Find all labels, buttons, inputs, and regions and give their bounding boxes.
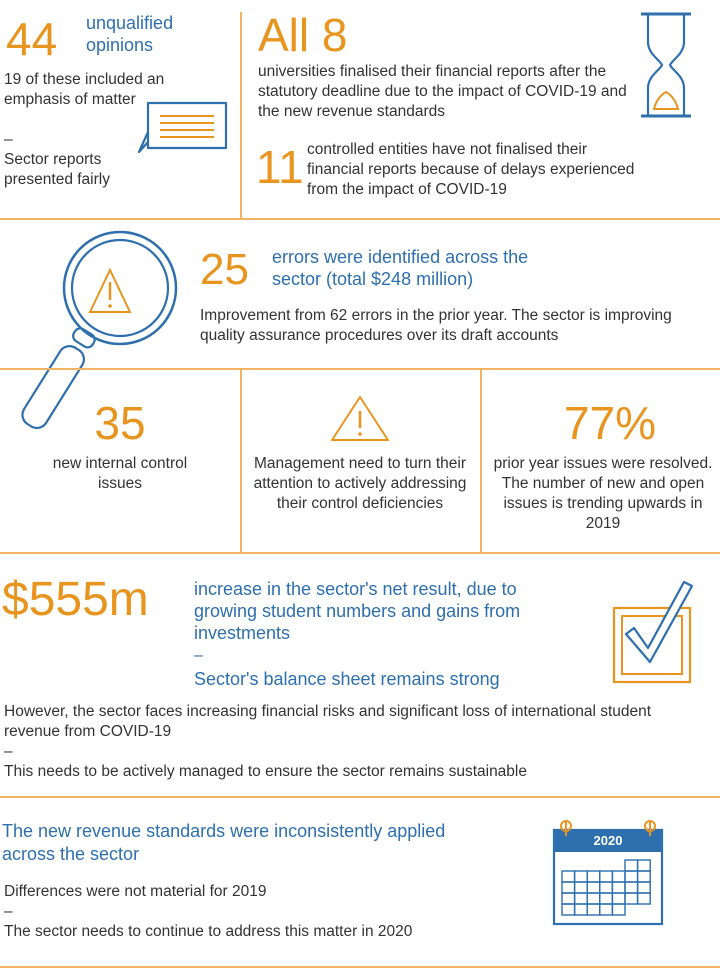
calendar-day-cell (625, 871, 638, 882)
calendar-day-cell (612, 893, 625, 904)
resolved-text: prior year issues were resolved. The number of new and open issues is trending upwards in 2019 (493, 455, 713, 532)
calendar-day-cell (625, 893, 638, 904)
calendar-day-cell (575, 871, 588, 882)
calendar-day-cell (625, 860, 638, 871)
calendar-day-cell (562, 893, 575, 904)
calendar-day-cell (587, 893, 600, 904)
calendar-day-cell (562, 871, 575, 882)
opinions-number: 44 (6, 13, 58, 65)
revenue-dash: – (4, 903, 13, 920)
opinions-emphasis: 19 of these included an emphasis of matter (4, 71, 165, 108)
calendar-day-cell (600, 871, 613, 882)
net-result-balance: Sector's balance sheet remains strong (194, 669, 500, 689)
calendar-day-cell (612, 882, 625, 893)
net-result-headline: increase in the sector's net result, due to growing student numbers and gains from investments (194, 579, 521, 643)
divider-vertical-top (240, 12, 242, 218)
calendar-day-cell (600, 904, 613, 915)
entities-text: controlled entities have not finalised their financial reports because of delays experienced from the impact of COVID-19 (307, 141, 635, 198)
revenue-continue: The sector needs to continue to address this matter in 2020 (4, 923, 413, 940)
universities-text: universities finalised their financial reports after the statutory deadline due to the impact of COVID-19 and the new revenue standards (258, 63, 627, 120)
net-result-number: $555m (2, 573, 149, 626)
calendar-day-cell (575, 882, 588, 893)
calendar-day-cell (638, 893, 651, 904)
speech-bubble-icon (138, 102, 228, 158)
divider-5 (0, 966, 720, 968)
divider-2 (0, 368, 720, 370)
calendar-day-cell (600, 882, 613, 893)
calendar-day-cell (562, 882, 575, 893)
calendar-day-cell (638, 860, 651, 871)
warning-icon (328, 394, 392, 442)
calendar-day-cell (587, 904, 600, 915)
risks-manage: This needs to be actively managed to ensure the sector remains sustainable (4, 763, 527, 780)
errors-text: Improvement from 62 errors in the prior year. The sector is improving quality assurance procedures over its draft accounts (200, 307, 672, 344)
divider-3 (0, 552, 720, 554)
calendar-day-cell (612, 904, 625, 915)
opinions-fair: Sector reports presented fairly (4, 151, 110, 188)
calendar-day-cell (575, 893, 588, 904)
calendar-day-cell (625, 882, 638, 893)
calendar-day-cell (638, 882, 651, 893)
revenue-differences: Differences were not material for 2019 (4, 883, 267, 900)
calendar-day-cell (612, 871, 625, 882)
divider-1 (0, 218, 720, 220)
opinions-label: unqualified opinions (86, 13, 174, 55)
calendar-day-cell (600, 893, 613, 904)
calendar-day-cell (587, 882, 600, 893)
opinions-dash: – (4, 131, 13, 148)
risks-text: However, the sector faces increasing financial risks and significant loss of international student revenue from COVID-19 (4, 703, 652, 740)
universities-number: All 8 (258, 9, 348, 61)
net-result-dash: – (194, 647, 203, 664)
calendar-year: 2020 (593, 833, 623, 848)
errors-number: 25 (200, 245, 249, 294)
calendar-day-cell (638, 871, 651, 882)
revenue-headline: The new revenue standards were inconsistently applied across the sector (2, 821, 446, 864)
management-text: Management need to turn their attention to actively addressing their control deficiencies (253, 455, 467, 512)
risks-dash: – (4, 743, 13, 760)
checkbox-icon (612, 578, 698, 684)
hourglass-icon (640, 12, 692, 118)
resolved-number: 77% (563, 397, 657, 449)
divider-vertical-mid-1 (240, 370, 242, 552)
controls-number: 35 (94, 397, 146, 449)
calendar-day-cell (562, 904, 575, 915)
calendar-day-cell (587, 871, 600, 882)
divider-vertical-mid-2 (480, 370, 482, 552)
errors-headline: errors were identified across the sector (total $248 million) (272, 247, 529, 289)
entities-number: 11 (256, 141, 304, 193)
controls-text: new internal control issues (52, 455, 188, 492)
divider-4 (0, 796, 720, 798)
calendar-day-cell (575, 904, 588, 915)
